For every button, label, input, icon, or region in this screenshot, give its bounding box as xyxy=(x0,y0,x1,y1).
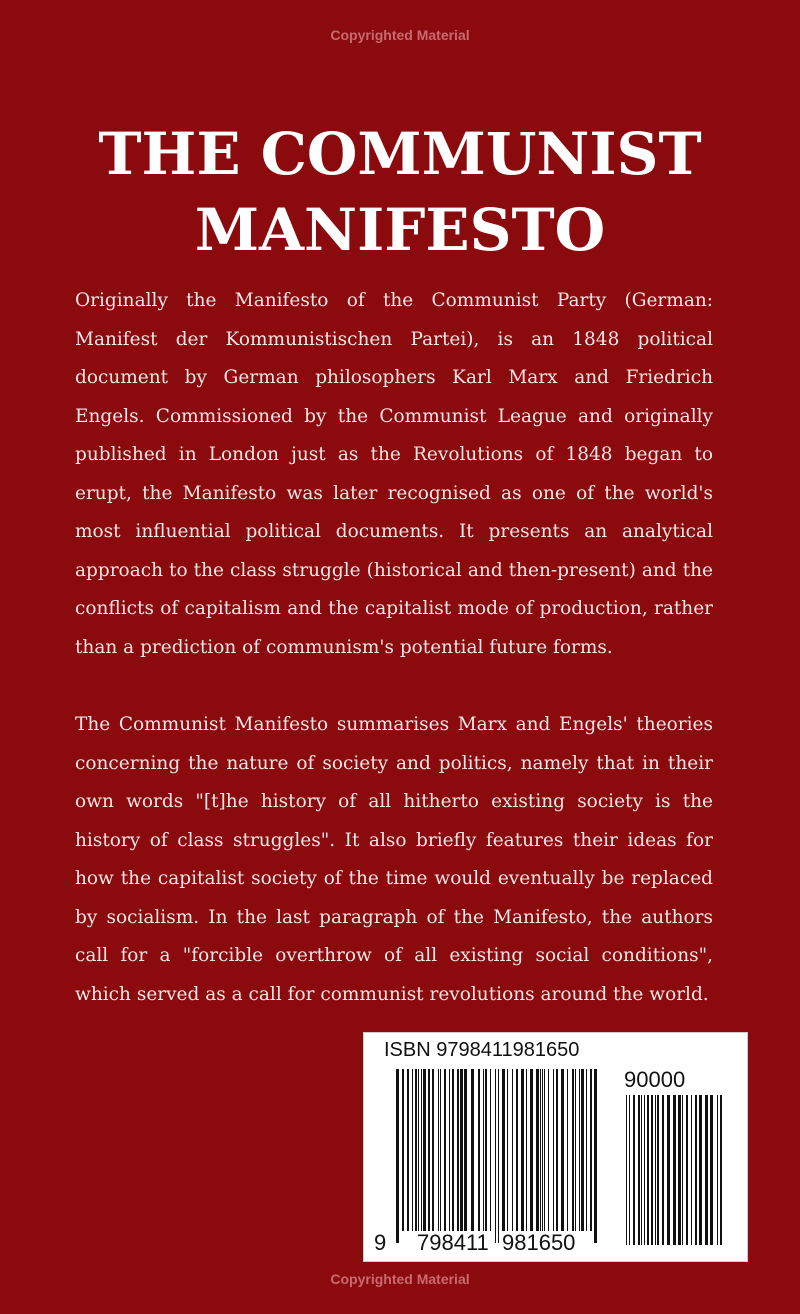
barcode-bar xyxy=(662,1095,664,1245)
barcode-bar xyxy=(553,1069,554,1231)
barcode-bar xyxy=(572,1069,574,1231)
barcode-bar xyxy=(483,1069,484,1231)
barcode-bar xyxy=(412,1069,413,1231)
barcode-bars xyxy=(364,1033,749,1263)
barcode-bar xyxy=(579,1069,580,1231)
barcode-bar xyxy=(556,1069,558,1231)
barcode-bar xyxy=(460,1069,463,1231)
barcode-bar xyxy=(452,1069,454,1231)
barcode-bar xyxy=(432,1069,434,1231)
barcode-bar xyxy=(647,1095,649,1245)
barcode-bar xyxy=(561,1069,564,1231)
description-paragraph-1: Originally the Manifesto of the Communist Party (German: Manifest der Kommunistischen Partei), is an 1848 political document by German philosophers Karl Marx and Friedrich Engels. Commissioned by the Communist League and originally published in London just as the Revolutions of 1848 began to erupt, the Manifesto was later recognised as one of the world's most influential political documents. It presents an analytical approach to the class struggle (historical and then-present) and the conflicts of capitalism and the capitalist mode of production, rather than a prediction of communism's potential future forms. xyxy=(75,290,713,658)
barcode-bar xyxy=(678,1095,681,1245)
barcode-bar xyxy=(586,1069,587,1231)
barcode-bar xyxy=(415,1069,417,1231)
barcode-bar xyxy=(530,1069,533,1231)
barcode-bar xyxy=(655,1095,656,1245)
title-line-1: THE COMMUNIST xyxy=(98,120,702,188)
barcode-bar xyxy=(638,1095,640,1245)
barcode-bar xyxy=(536,1069,539,1231)
barcode-bar xyxy=(449,1069,450,1231)
barcode-digit-first: 9 xyxy=(374,1230,387,1255)
barcode-bar xyxy=(444,1069,446,1231)
barcode-bar xyxy=(440,1069,441,1231)
barcode-bar xyxy=(548,1069,549,1231)
barcode-bar xyxy=(686,1095,688,1245)
barcode-bar xyxy=(495,1069,496,1243)
price-code: 90000 xyxy=(624,1067,686,1092)
barcode-bar xyxy=(626,1095,627,1245)
barcode-bar xyxy=(544,1069,545,1231)
barcode-bar xyxy=(498,1069,499,1243)
barcode-bar xyxy=(507,1069,508,1231)
description-paragraph-2: The Communist Manifesto summarises Marx and Engels' theories concerning the nature of society and politics, namely that in their own words "[t]he history of all hitherto existing society is the history of class struggles". It also briefly features their ideas for how the capitalist society of the time would eventually be replaced by socialism. In the last paragraph of the Manifesto, the authors call for a "forcible overthrow of all existing social conditions", which served as a call for communist revolutions around the world. xyxy=(75,714,713,1005)
barcode-bar xyxy=(691,1095,692,1245)
main-barcode-bars xyxy=(396,1069,597,1243)
barcode-bar xyxy=(673,1095,676,1245)
barcode-bar xyxy=(457,1069,459,1231)
barcode-digits-right: 981650 xyxy=(502,1230,576,1255)
barcode-bar xyxy=(516,1069,518,1231)
barcode-bar xyxy=(396,1069,399,1243)
barcode-bar xyxy=(633,1095,635,1245)
barcode-bar xyxy=(402,1069,404,1231)
barcode-bar xyxy=(421,1069,422,1231)
barcode-bar xyxy=(428,1069,430,1231)
barcode-bar xyxy=(490,1069,491,1231)
barcode-bar xyxy=(651,1095,653,1245)
barcode-bar xyxy=(526,1069,527,1231)
barcode-bar xyxy=(478,1069,480,1231)
barcode-bar xyxy=(464,1069,467,1231)
barcode-bar xyxy=(542,1069,543,1231)
title-line-2: MANIFESTO xyxy=(194,196,606,264)
isbn-barcode xyxy=(363,1032,748,1262)
barcode-bar xyxy=(590,1069,592,1231)
barcode-bar xyxy=(594,1069,597,1243)
barcode-bar xyxy=(438,1069,439,1231)
barcode-bar xyxy=(581,1069,584,1231)
barcode-bar xyxy=(521,1069,524,1231)
addon-barcode-bars xyxy=(626,1095,722,1245)
barcode-bar xyxy=(575,1069,576,1231)
barcode-bar xyxy=(512,1069,513,1231)
barcode-bar xyxy=(407,1069,409,1231)
barcode-bar xyxy=(485,1069,487,1231)
barcode-bar xyxy=(667,1095,670,1245)
barcode-bar xyxy=(699,1095,702,1245)
barcode-bar xyxy=(423,1069,426,1231)
barcode-digits-left: 798411 xyxy=(417,1230,489,1255)
barcode-bar xyxy=(682,1095,683,1245)
barcode-bar xyxy=(567,1069,568,1231)
book-title xyxy=(0,116,800,268)
barcode-bar xyxy=(717,1095,718,1245)
copyright-watermark-top: Copyrighted Material xyxy=(330,27,470,43)
barcode-bar xyxy=(705,1095,708,1245)
isbn-label: ISBN 9798411981650 xyxy=(384,1039,580,1061)
barcode-bar xyxy=(641,1095,642,1245)
barcode-bar xyxy=(657,1095,659,1245)
barcode-bar xyxy=(540,1069,541,1231)
barcode-bar xyxy=(710,1095,713,1245)
barcode-bar xyxy=(644,1095,645,1245)
barcode-bar xyxy=(720,1095,722,1245)
barcode-bar xyxy=(629,1095,630,1245)
copyright-watermark-bottom: Copyrighted Material xyxy=(330,1271,470,1287)
barcode-bar xyxy=(418,1069,419,1231)
barcode-bar xyxy=(502,1069,505,1231)
barcode-bar xyxy=(471,1069,474,1231)
barcode-bar xyxy=(695,1095,697,1245)
